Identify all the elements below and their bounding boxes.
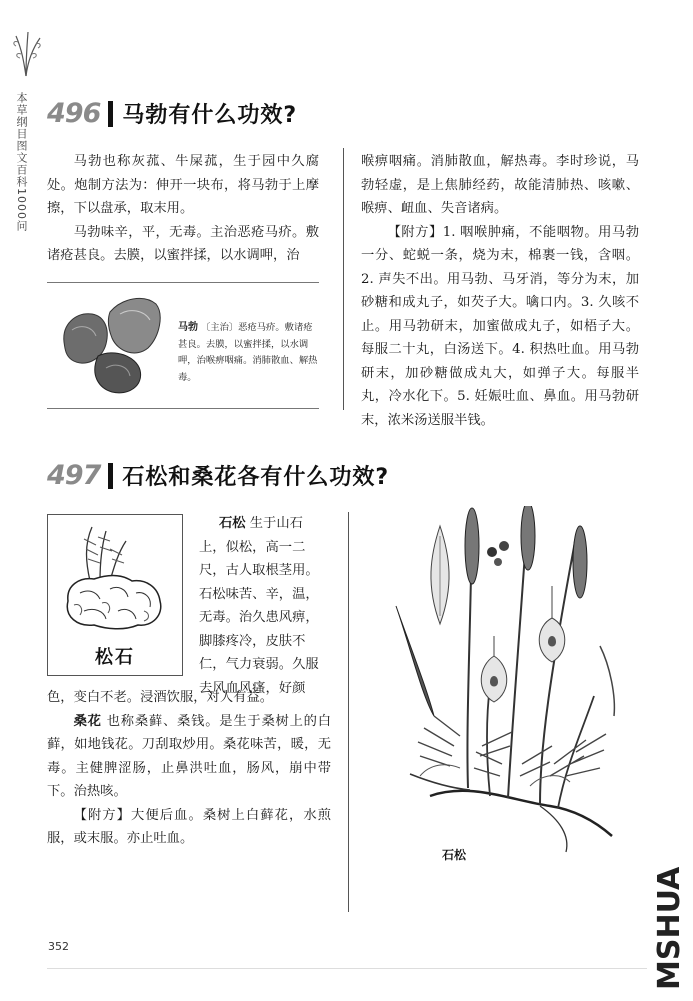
text-line: 脚膝疼冷，皮肤不 <box>199 633 306 649</box>
paragraph: 马勃味辛，平，无毒。主治恶疮马疥。敷诸疮甚良。去膜，以蜜拌揉，以水调呷，治 <box>47 224 319 263</box>
box-label: 松石 <box>95 647 135 668</box>
divider <box>47 408 319 409</box>
shisong-plant-illustration <box>390 506 630 862</box>
paragraph <box>199 512 323 536</box>
q496-title: 马勃有什么功效? <box>122 103 298 128</box>
text-line: 石松味苦、辛，温， <box>199 586 319 602</box>
sanghua-text: 也称桑藓、桑钱。是生于桑树上的白藓，如地钱花。刀刮取炒用。桑花味苦，暖，无毒。主健脾涩肠，止鼻洪吐血，肠风，崩中带下。治热咳。 <box>47 713 332 799</box>
divider <box>47 282 319 283</box>
figure-label: 石松 <box>442 848 467 862</box>
book-logo-icon <box>6 28 46 78</box>
book-title: 本草纲目图文百科1000问 <box>15 92 28 232</box>
shisong-box <box>47 514 183 676</box>
text-line: 生于山石 <box>249 516 303 531</box>
caption-name: 马勃 <box>178 322 198 333</box>
text-line: 去风血风瘙，好颜 <box>199 680 306 696</box>
text-line: 仁，气力衰弱。久服 <box>199 657 319 672</box>
paragraph <box>47 710 331 804</box>
q497-heading <box>47 460 389 491</box>
column-divider <box>348 512 349 912</box>
q496-number: 496 <box>47 98 101 129</box>
paragraph: 【附方】1. 咽喉肿痛，不能咽物。用马勃一分、蛇蜕一条，烧为末，棉裹一钱，含咽。2. 声失不出。用马勃、马牙消，等分为末，加砂糖和成丸子，如芡子大。噙口内。3. 久咳不止。用马勃研末，加蜜做成丸子，如梧子大。每服二十丸，白汤送下。4. 积热吐血。用马勃研末，加砂糖做成丸大，如弹子大。每服半丸，冷水化下。5. 妊娠吐血、鼻血。用马勃研末，浓米汤送服半钱。 <box>361 224 639 428</box>
q496-caption <box>178 320 320 386</box>
paragraph: 喉痹咽痛。消肺散血，解热毒。李时珍说，马勃轻虚，是上焦肺经药，故能清肺热、咳嗽、喉痹、衄血、失音诸病。 <box>361 154 639 216</box>
q496-left-text <box>47 150 319 268</box>
q497-number: 497 <box>47 460 101 491</box>
heading-bar <box>108 463 113 489</box>
column-divider <box>343 148 344 410</box>
q496-right-text <box>361 150 639 432</box>
paragraph: 马勃也称灰菰、牛屎菰，生于园中久腐处。炮制方法为：伸开一块布，将马勃于上摩擦，下以盘承，取末用。 <box>47 154 319 216</box>
paragraph: 色，变白不老。浸酒饮服，对人有益。 <box>47 690 274 705</box>
q497-lower-text <box>47 686 331 851</box>
q496-heading <box>47 98 297 129</box>
q497-title: 石松和桑花各有什么功效? <box>122 465 390 490</box>
text-line: 无毒。治久患风痹， <box>199 610 319 625</box>
mabo-illustration <box>58 290 166 400</box>
paragraph: 【附方】大便后血。桑树上白藓花，水煎服，或末服。亦止吐血。 <box>47 807 331 846</box>
shisong-text-narrow <box>199 512 323 700</box>
sanghua-name: 桑花 <box>73 713 102 729</box>
heading-bar <box>108 101 113 127</box>
text-line: 尺，古人取根茎用。 <box>199 563 319 578</box>
watermark: MSHUA <box>652 866 687 990</box>
shisong-name: 石松 <box>218 516 246 531</box>
caption-text: 〔主治〕恶疮马疥。敷诸疮甚良。去膜，以蜜拌揉，以水调呷，治喉痹咽痛。消肺散血、解热毒。 <box>178 322 318 383</box>
footer-rule <box>47 968 647 969</box>
page-number: 352 <box>48 940 69 953</box>
text-line: 上，似松，高一二 <box>199 539 306 555</box>
shisong-rock-illustration <box>54 519 174 637</box>
